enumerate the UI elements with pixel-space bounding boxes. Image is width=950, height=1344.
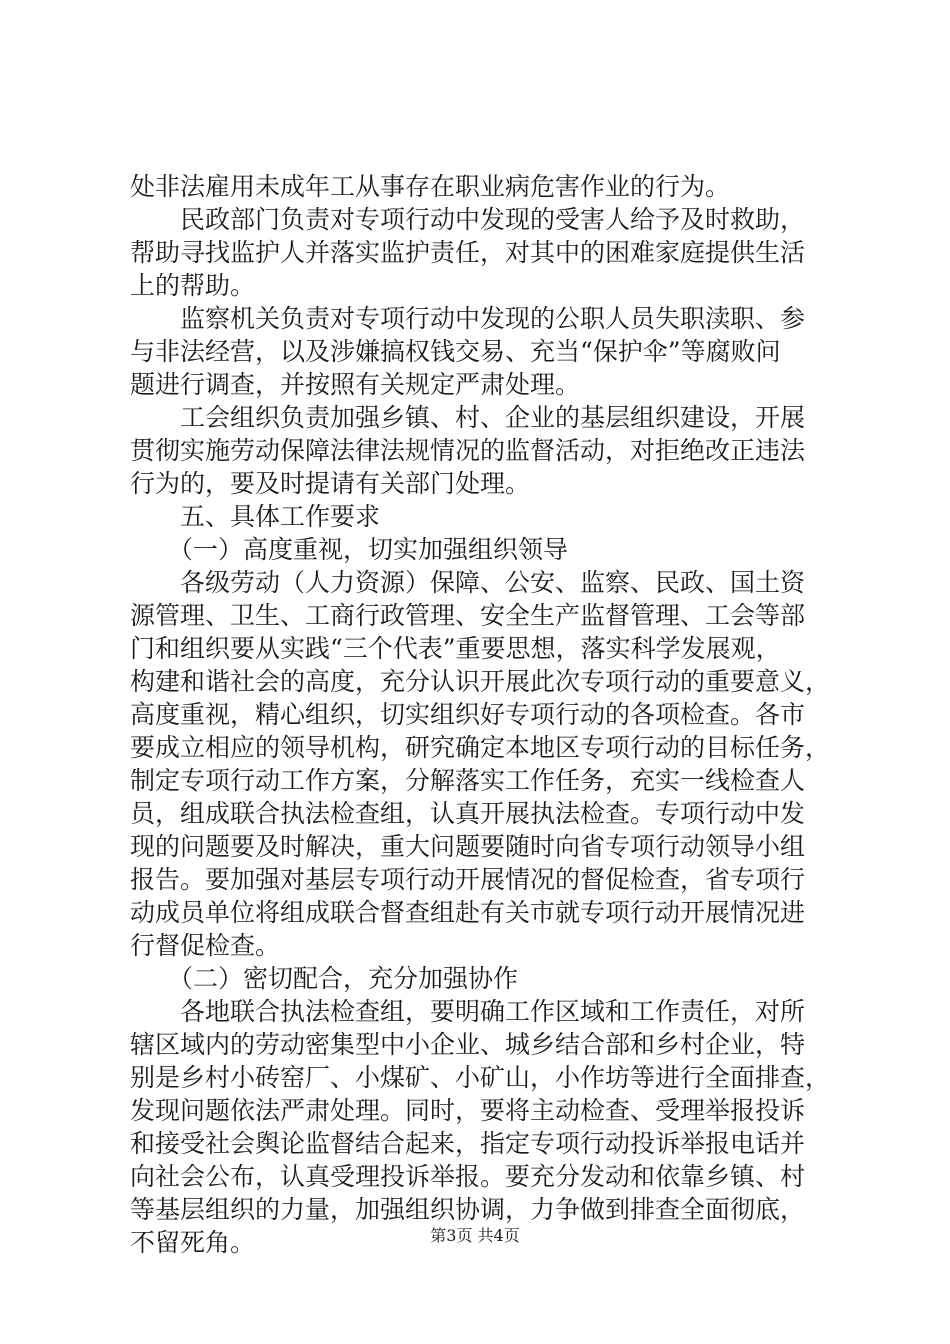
text-line: 行为的，要及时提请有关部门处理。 — [130, 469, 531, 498]
text-line: 向社会公布，认真受理投诉举报。要充分发动和依靠乡镇、村 — [130, 1162, 806, 1191]
text-line: 行督促检查。 — [130, 931, 281, 960]
text-line: 不留死角。 — [130, 1228, 256, 1257]
text-line: 工会组织负责加强乡镇、村、企业的基层组织建设，开展 — [180, 403, 806, 432]
text-line: 监察机关负责对专项行动中发现的公职人员失职渎职、参 — [180, 304, 806, 333]
text-line: 制定专项行动工作方案，分解落实工作任务，充实一线检查人 — [130, 766, 806, 795]
text-line: 贯彻实施劳动保障法律法规情况的监督活动，对拒绝改正违法 — [130, 436, 806, 465]
text-line: 各地联合执法检查组，要明确工作区域和工作责任，对所 — [180, 997, 806, 1026]
paragraph-continuation — [130, 170, 830, 203]
section-heading: 五、具体工作要求 — [180, 502, 381, 531]
paragraph-trade-union — [130, 401, 830, 500]
text-line: 报告。要加强对基层专项行动开展情况的督促检查，省专项行 — [130, 865, 806, 894]
text-line: 辖区域内的劳动密集型中小企业、城乡结合部和乡村企业，特 — [130, 1030, 806, 1059]
text-line: 民政部门负责对专项行动中发现的受害人给予及时救助， — [180, 205, 806, 234]
text-line: 和接受社会舆论监督结合起来，指定专项行动投诉举报电话并 — [130, 1129, 806, 1158]
paragraph-civil-affairs — [130, 203, 830, 302]
text-line: 门和组织要从实践“三个代表”重要思想，落实科学发展观， — [130, 634, 781, 663]
text-line: 帮助寻找监护人并落实监护责任，对其中的困难家庭提供生活 — [130, 238, 806, 267]
text-line: 处非法雇用未成年工从事存在职业病危害作业的行为。 — [130, 172, 731, 201]
paragraph-organization — [130, 566, 830, 962]
text-line: 要成立相应的领导机构，研究确定本地区专项行动的目标任务， — [130, 733, 830, 762]
paragraph-supervision — [130, 302, 830, 401]
paragraph-cooperation — [130, 995, 830, 1259]
text-line: 源管理、卫生、工商行政管理、安全生产监督管理、工会等部 — [130, 601, 806, 630]
text-line: 题进行调查，并按照有关规定严肃处理。 — [130, 370, 581, 399]
text-line: 各级劳动（人力资源）保障、公安、监察、民政、国土资 — [180, 568, 806, 597]
text-line: 等基层组织的力量，加强组织协调，力争做到排查全面彻底， — [130, 1195, 806, 1224]
page-number: 第3页 共4页 — [430, 1226, 520, 1245]
text-line: 现的问题要及时解决，重大问题要随时向省专项行动领导小组 — [130, 832, 806, 861]
text-line: 高度重视，精心组织，切实组织好专项行动的各项检查。各市 — [130, 700, 806, 729]
document-body — [130, 170, 830, 1259]
text-line: 动成员单位将组成联合督查组赴有关市就专项行动开展情况进 — [130, 898, 806, 927]
subsection-heading: （一）高度重视，切实加强组织领导 — [168, 535, 569, 564]
text-line: 发现问题依法严肃处理。同时，要将主动检查、受理举报投诉 — [130, 1096, 806, 1125]
text-line: 上的帮助。 — [130, 271, 256, 300]
text-line: 别是乡村小砖窑厂、小煤矿、小矿山，小作坊等进行全面排查， — [130, 1063, 830, 1092]
subsection-heading: （二）密切配合，充分加强协作 — [168, 964, 519, 993]
text-line: 构建和谐社会的高度，充分认识开展此次专项行动的重要意义， — [130, 667, 830, 696]
text-line: 员，组成联合执法检查组，认真开展执法检查。专项行动中发 — [130, 799, 806, 828]
text-line: 与非法经营，以及涉嫌搞权钱交易、充当“保护伞”等腐败问 — [130, 337, 781, 366]
